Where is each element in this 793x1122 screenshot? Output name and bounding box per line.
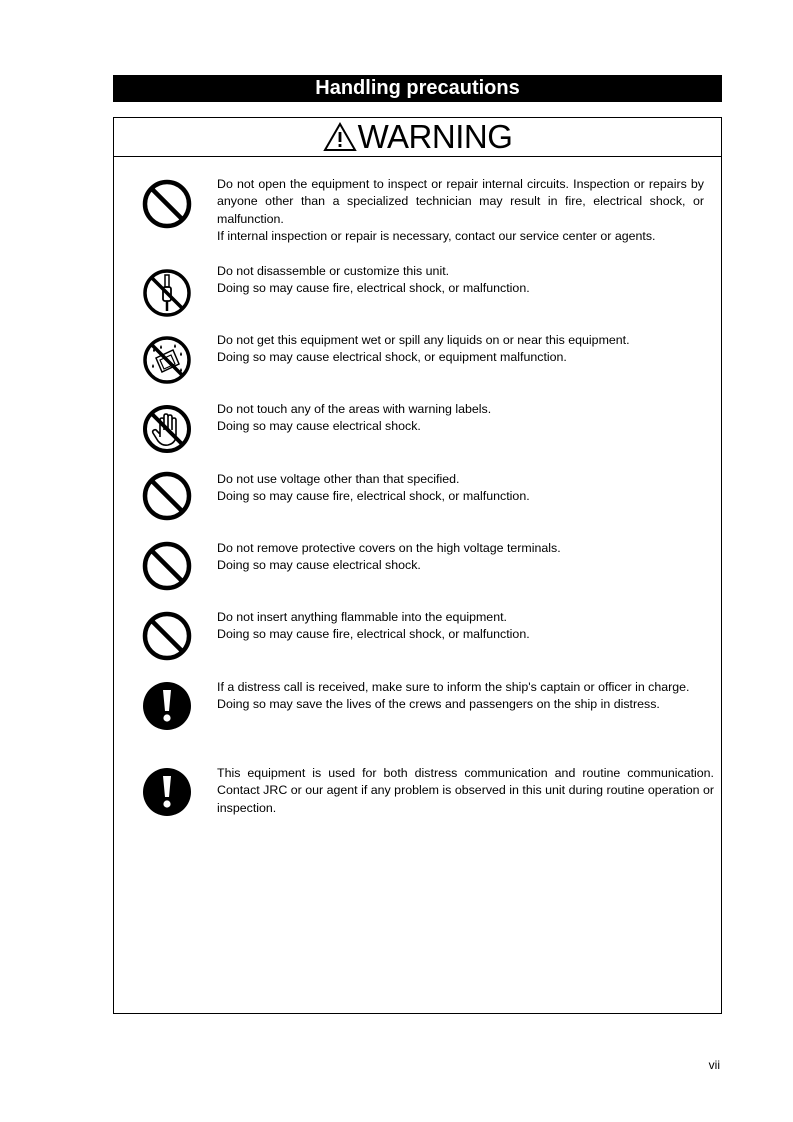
no-disassembly-icon bbox=[141, 267, 193, 319]
precaution-text bbox=[217, 679, 704, 714]
precaution-line: Doing so may cause electrical shock. bbox=[217, 419, 421, 434]
precaution-text bbox=[217, 401, 704, 436]
precaution-line: Doing so may cause electrical shock. bbox=[217, 558, 421, 573]
precaution-line: Do not open the equipment to inspect or repair internal circuits. Inspection or repairs by anyone other than a specialized technician may result in fire, electrical shock, or malfunction. bbox=[217, 177, 704, 226]
warning-box bbox=[113, 117, 722, 1014]
precaution-line: Doing so may cause fire, electrical shock, or malfunction. bbox=[217, 627, 530, 642]
precaution-line: Do not get this equipment wet or spill any liquids on or near this equipment. bbox=[217, 333, 630, 347]
precaution-text bbox=[217, 471, 704, 506]
warning-triangle-icon bbox=[323, 122, 357, 152]
precaution-line: Doing so may cause fire, electrical shock, or malfunction. bbox=[217, 281, 530, 296]
precaution-text bbox=[217, 765, 714, 817]
precaution-line: This equipment is used for both distress communication and routine communication. Contact JRC or our agent if any problem is observed in this unit during routine operation or inspection. bbox=[217, 766, 714, 815]
precaution-line: Doing so may save the lives of the crews and passengers on the ship in distress. bbox=[217, 697, 660, 712]
prohibition-icon bbox=[141, 540, 193, 592]
prohibition-icon bbox=[141, 470, 193, 522]
precaution-line: Do not use voltage other than that specified. bbox=[217, 472, 460, 486]
warning-title: WARNING bbox=[357, 118, 513, 155]
prohibition-icon bbox=[141, 610, 193, 662]
precaution-line: If internal inspection or repair is necessary, contact our service center or agents. bbox=[217, 229, 656, 244]
precaution-text bbox=[217, 263, 704, 298]
section-title: Handling precautions bbox=[113, 75, 722, 102]
precaution-line: If a distress call is received, make sure to inform the ship's captain or officer in charge. bbox=[217, 680, 690, 694]
page-number: vii bbox=[708, 1058, 720, 1072]
no-water-icon bbox=[141, 334, 193, 386]
precaution-line: Do not disassemble or customize this unit. bbox=[217, 264, 450, 278]
mandatory-action-icon bbox=[141, 766, 193, 818]
precaution-line: Doing so may cause fire, electrical shock, or malfunction. bbox=[217, 489, 530, 504]
mandatory-action-icon bbox=[141, 680, 193, 732]
warning-heading bbox=[114, 118, 721, 157]
precaution-line: Do not touch any of the areas with warning labels. bbox=[217, 402, 492, 416]
no-touch-icon bbox=[141, 403, 193, 455]
precaution-line: Doing so may cause electrical shock, or equipment malfunction. bbox=[217, 350, 567, 365]
precaution-text bbox=[217, 609, 704, 644]
precaution-line: Do not remove protective covers on the high voltage terminals. bbox=[217, 541, 561, 555]
precaution-text bbox=[217, 332, 704, 367]
prohibition-icon bbox=[141, 178, 193, 230]
precaution-line: Do not insert anything flammable into the equipment. bbox=[217, 610, 507, 624]
precaution-text bbox=[217, 176, 704, 246]
precaution-text bbox=[217, 540, 704, 575]
